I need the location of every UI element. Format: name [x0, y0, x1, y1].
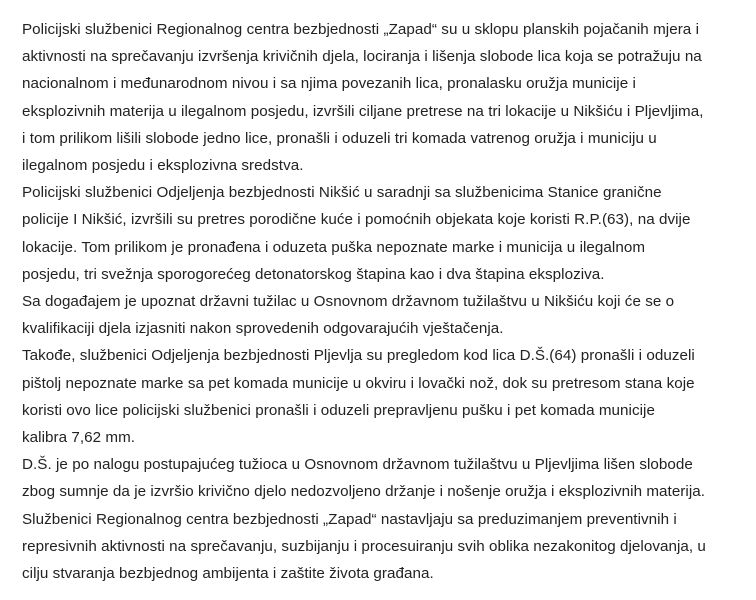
paragraph-niksic-search: [22, 179, 734, 288]
text-line: zbog sumnje da je izvršio krivično djelo nedozvoljeno držanje i nošenje oružja i eksplozivnih materija.: [22, 483, 706, 501]
paragraph-prosecutor-niksic: [22, 288, 734, 342]
text-line: koristi ovo lice policijski službenici pronašli i oduzeli prepravljenu pušku i pet komada municije: [22, 401, 655, 419]
text-line: cilju stvaranja bezbjednog ambijenta i zaštite života građana.: [22, 565, 434, 583]
text-line: policije I Nikšić, izvršili su pretres porodične kuće i pomoćnih objekata koje koristi R.P.(63), na dvije: [22, 211, 691, 229]
text-line: aktivnosti na sprečavanju izvršenja krivičnih djela, lociranja i lišenja slobode lica koja se potražuju na: [22, 48, 702, 66]
text-line: nacionalnom i međunarodnom nivou i sa njima povezanih lica, pronalasku oružja municije i: [22, 75, 636, 93]
text-line: kalibra 7,62 mm.: [22, 429, 136, 447]
text-line: kvalifikaciji djela izjasniti nakon sprovedenih odgovarajućih vještačenja.: [22, 320, 504, 338]
text-line: D.Š. je po nalogu postupajućeg tužioca u Osnovnom državnom tužilaštvu u Pljevljima lišen slobode: [22, 456, 693, 474]
paragraph-raids-summary: [22, 16, 734, 179]
text-line: Sa događajem je upoznat državni tužilac u Osnovnom državnom tužilaštvu u Nikšiću koji će se o: [22, 293, 675, 311]
text-line: Policijski službenici Odjeljenja bezbjednosti Nikšić u saradnji sa službenicima Stanice granične: [22, 184, 662, 202]
text-line: i tom prilikom lišili slobode jedno lice, pronašli i oduzeli tri komada vatrenog oružja i municiju u: [22, 129, 657, 147]
paragraph-pljevlja-search: [22, 342, 734, 451]
text-line: Takođe, službenici Odjeljenja bezbjednosti Pljevlja su pregledom kod lica D.Š.(64) pronašli i oduzeli: [22, 347, 695, 365]
article-body: [22, 16, 734, 587]
paragraph-arrest: [22, 451, 734, 505]
text-line: lokacije. Tom prilikom je pronađena i oduzeta puška nepoznate marke i municija u ilegalnom: [22, 238, 646, 256]
paragraph-closing: [22, 506, 734, 588]
text-line: Policijski službenici Regionalnog centra bezbjednosti „Zapad“ su u sklopu planskih pojačanih mjera i: [22, 21, 699, 38]
text-line: Službenici Regionalnog centra bezbjednosti „Zapad“ nastavljaju sa preduzimanjem preventivnih i: [22, 510, 677, 528]
text-line: eksplozivnih materija u ilegalnom posjedu, izvršili ciljane pretrese na tri lokacije u Nikšiću i Pljevljima,: [22, 102, 704, 120]
text-line: represivnih aktivnosti na sprečavanju, suzbijanju i procesuiranju svih oblika nezakonitog djelovanja, u: [22, 537, 706, 555]
text-line: posjedu, tri svežnja sporogorećeg detonatorskog štapina kao i dva štapina eksploziva.: [22, 265, 605, 283]
text-line: pištolj nepoznate marke sa pet komada municije u okviru i lovački nož, dok su pretresom stana koje: [22, 374, 695, 392]
text-line: ilegalnom posjedu i eksplozivna sredstva.: [22, 157, 304, 175]
